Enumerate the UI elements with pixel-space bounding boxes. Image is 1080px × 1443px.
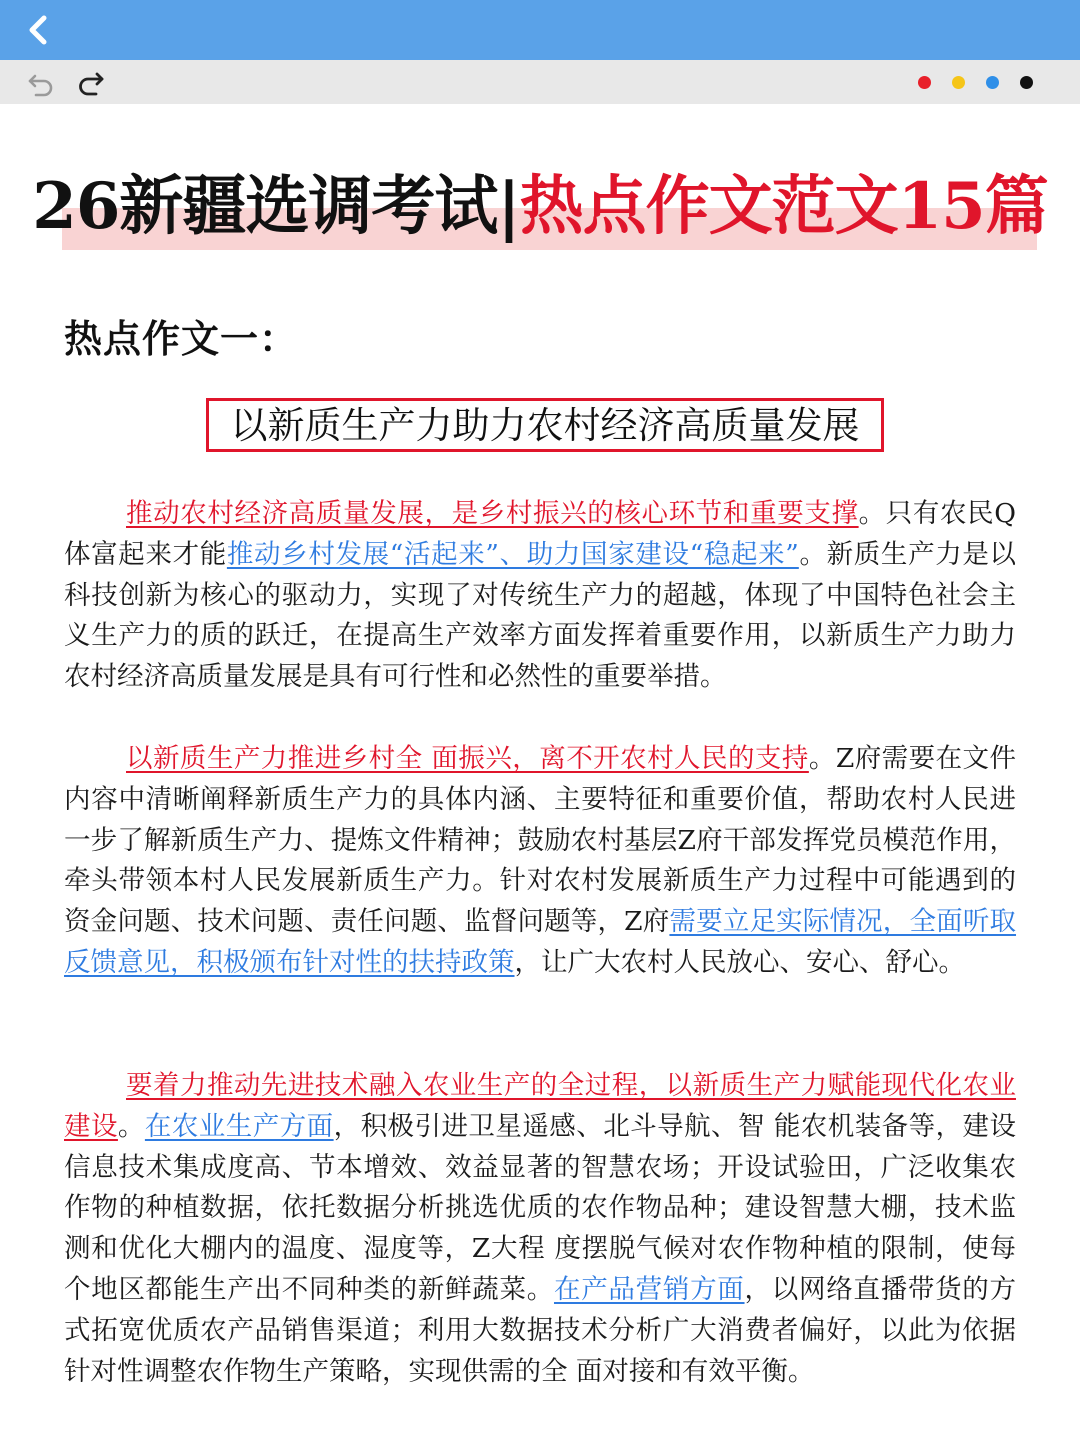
essay-title-box	[206, 398, 884, 452]
color-dot-red[interactable]	[918, 76, 931, 89]
undo-icon[interactable]	[26, 68, 56, 98]
chevron-left-icon[interactable]	[18, 10, 58, 50]
redo-icon[interactable]	[76, 68, 106, 98]
blue-highlight: 在农业生产方面	[144, 1110, 334, 1142]
body-text: ，积极引进卫星遥感、北斗导航、智 能农机装备等，建设信息技术集成度高、节本增效、效益显著的智慧农场；开设试验田，广泛收集农作物的种植数据，依托数据分析挑选优质的农作物品种；建设智慧大棚，技术监测和优化大棚内的温度、湿度等，Z大程 度摆脱气候对农作物种植的限制，使每个地区都能生产出不同种类的新鲜蔬菜。	[64, 1110, 1017, 1305]
top-bar	[0, 0, 1080, 60]
body-text: 。只有农民Q体富起来才能	[64, 498, 1017, 570]
section-heading: 热点作文一：	[64, 316, 299, 361]
color-dot-yellow[interactable]	[952, 76, 965, 89]
document-title	[0, 162, 1080, 252]
blue-highlight: 在产品营销方面	[553, 1273, 745, 1305]
color-dot-black[interactable]	[1020, 76, 1033, 89]
red-highlight: 以新质生产力推进乡村全 面振兴，离不开农村人民的支持	[126, 743, 809, 774]
title-part-red: 热点作文范文15篇	[519, 169, 1048, 244]
body-text: ，以网络直播带货的方式拓宽优质农产品销售渠道；利用大数据技术分析广大消费者偏好，以此为依据针对性调整农作物生产策略，实现供需的全 面对接和有效平衡。	[64, 1273, 1017, 1387]
paragraph-1	[64, 494, 1016, 698]
red-highlight: 推动农村经济高质量发展，是乡村振兴的核心环节和重要支撑	[126, 498, 859, 529]
document-title-block	[0, 160, 1080, 260]
body-text: 。Z府需要在文件内容中清晰阐释新质生产力的具体内涵、主要特征和重要价值，帮助农村人民进一步了解新质生产力、提炼文件精神；鼓励农村基层Z府干部发挥党员模范作用，牵头带领本村人民发展新质生产力。针对农村发展新质生产力过程中可能遇到的资金问题、技术问题、责任问题、监督问题等，Z府	[64, 743, 1016, 938]
red-highlight: 要着力推动先进技术融入农业生产的全过程，以新质生产力赋能现代化农业建设	[64, 1070, 1016, 1142]
blue-highlight: 需要立足实际情况，全面听取反馈意见，积极颁布针对性的扶持政策	[64, 906, 1017, 978]
paragraph-3	[64, 1066, 1016, 1392]
title-part-black: 26新疆选调考试|	[32, 169, 520, 244]
body-text: ，让广大农村人民放心、安心、舒心。	[514, 946, 965, 978]
paragraph-2	[64, 739, 1016, 984]
essay-title: 以新质生产力助力农村经济高质量发展	[230, 404, 860, 447]
body-text: 。	[117, 1110, 145, 1142]
blue-highlight: 推动乡村发展“活起来”、助力国家建设“稳起来”	[226, 538, 799, 570]
color-dot-blue[interactable]	[986, 76, 999, 89]
body-text: 。新质生产力是以科技创新为核心的驱动力，实现了对传统生产力的超越，体现了中国特色社会主义生产力的质的跃迁，在提高生产效率方面发挥着重要作用，以新质生产力助力农村经济高质量发展是具有可行性和必然性的重要举措。	[64, 538, 1017, 693]
